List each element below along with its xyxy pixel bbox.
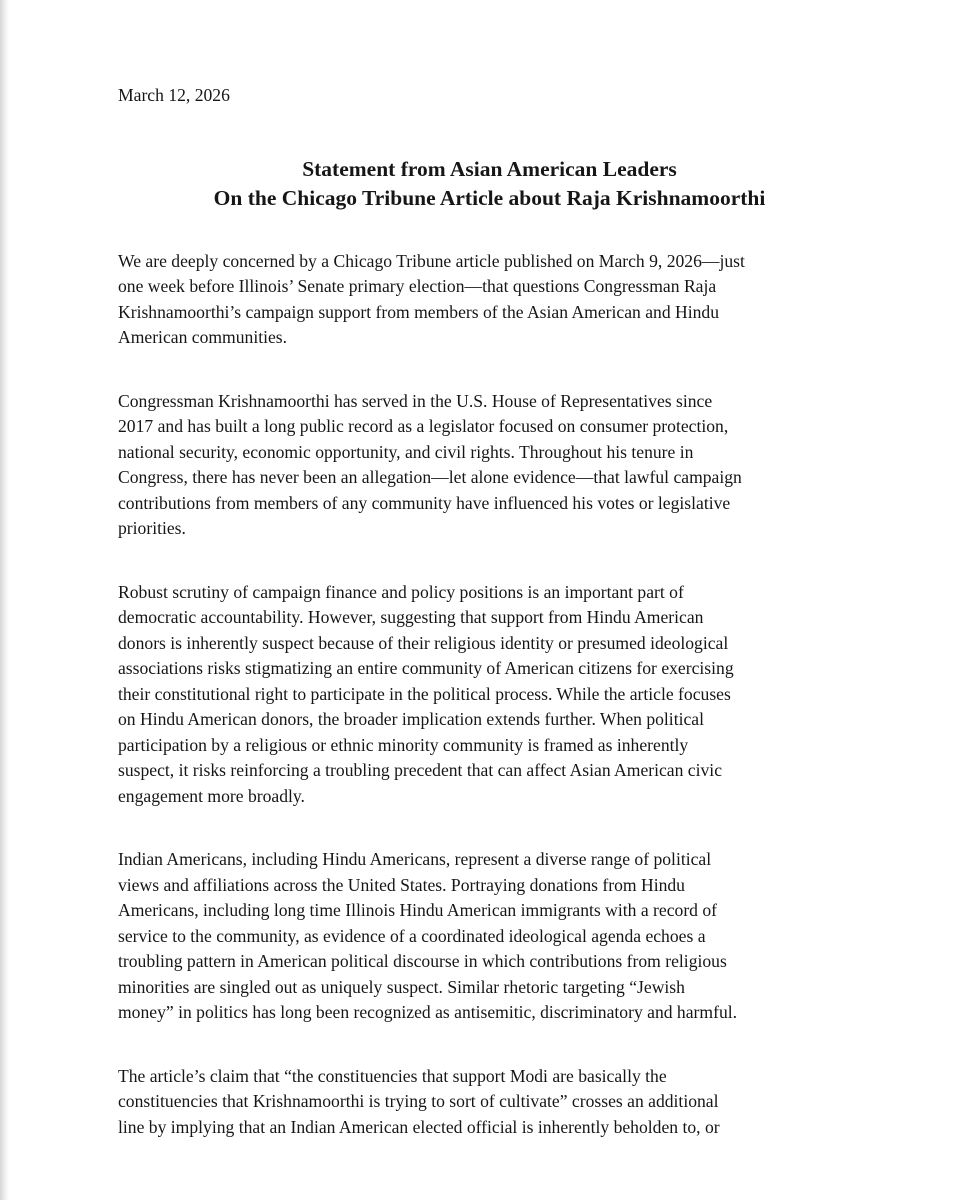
paragraph-line: 2017 and has built a long public record as a legislator focused on consumer protection, xyxy=(118,416,729,436)
paragraph-line: American communities. xyxy=(118,327,288,347)
paragraph-line: their constitutional right to participate in the political process. While the article focuses xyxy=(118,683,731,704)
page-edge-shadow xyxy=(0,0,9,1200)
paragraph-line: line by implying that an Indian American elected official is inherently beholden to, or xyxy=(118,1116,720,1137)
paragraph-line: suspect, it risks reinforcing a troubling precedent that can affect Asian American civic xyxy=(118,760,723,780)
paragraph-line: contributions from members of any community have influenced his votes or legislative xyxy=(118,492,731,513)
paragraph-line: Congress, there has never been an allegation—let alone evidence—that lawful campaign xyxy=(118,467,742,487)
paragraph-line: democratic accountability. However, suggesting that support from Hindu American xyxy=(118,607,704,627)
paragraph-line: Robust scrutiny of campaign finance and policy positions is an important part of xyxy=(118,581,684,602)
paragraph-line: The article’s claim that “the constituencies that support Modi are basically the xyxy=(118,1065,667,1086)
statement-title xyxy=(118,155,853,213)
title-line: Statement from Asian American Leaders xyxy=(302,156,677,181)
title-line: On the Chicago Tribune Article about Raja Krishnamoorthi xyxy=(213,185,766,210)
paragraph-line: one week before Illinois’ Senate primary election—that questions Congressman Raja xyxy=(118,276,717,296)
paragraph-line: Americans, including long time Illinois Hindu American immigrants with a record of xyxy=(118,900,718,920)
paragraph-line: constituencies that Krishnamoorthi is trying to sort of cultivate” crosses an additional xyxy=(118,1091,719,1111)
statement-document xyxy=(118,83,853,1178)
paragraph-line: views and affiliations across the United States. Portraying donations from Hindu xyxy=(118,874,685,895)
statement-date: March 12, 2026 xyxy=(118,85,230,105)
paragraph xyxy=(118,580,853,810)
paragraph-line: Krishnamoorthi’s campaign support from members of the Asian American and Hindu xyxy=(118,301,719,322)
paragraph-line: Congressman Krishnamoorthi has served in the U.S. House of Representatives since xyxy=(118,390,713,411)
paragraph-line: priorities. xyxy=(118,518,186,538)
paragraph-line: Indian Americans, including Hindu Americans, represent a diverse range of political xyxy=(118,849,712,869)
paragraph-line: engagement more broadly. xyxy=(118,785,305,806)
paragraph-line: money” in politics has long been recognized as antisemitic, discriminatory and harmful. xyxy=(118,1002,738,1022)
paragraph-line: troubling pattern in American political discourse in which contributions from religious xyxy=(118,951,727,971)
paragraph-line: minorities are singled out as uniquely suspect. Similar rhetoric targeting “Jewish xyxy=(118,976,685,997)
paragraph-line: associations risks stigmatizing an entire community of American citizens for exercising xyxy=(118,658,734,678)
paragraph-line: on Hindu American donors, the broader implication extends further. When political xyxy=(118,709,704,729)
paragraph-line: service to the community, as evidence of a coordinated ideological agenda echoes a xyxy=(118,925,706,946)
paragraph xyxy=(118,1064,853,1141)
paragraph-line: donors is inherently suspect because of their religious identity or presumed ideological xyxy=(118,632,729,653)
paragraph-line: participation by a religious or ethnic minority community is framed as inherently xyxy=(118,734,689,755)
paragraph xyxy=(118,847,853,1026)
paragraph-line: national security, economic opportunity, and civil rights. Throughout his tenure in xyxy=(118,441,694,462)
paragraph-line: We are deeply concerned by a Chicago Tribune article published on March 9, 2026—just xyxy=(118,250,745,271)
paragraph xyxy=(118,249,853,351)
paragraph xyxy=(118,389,853,542)
